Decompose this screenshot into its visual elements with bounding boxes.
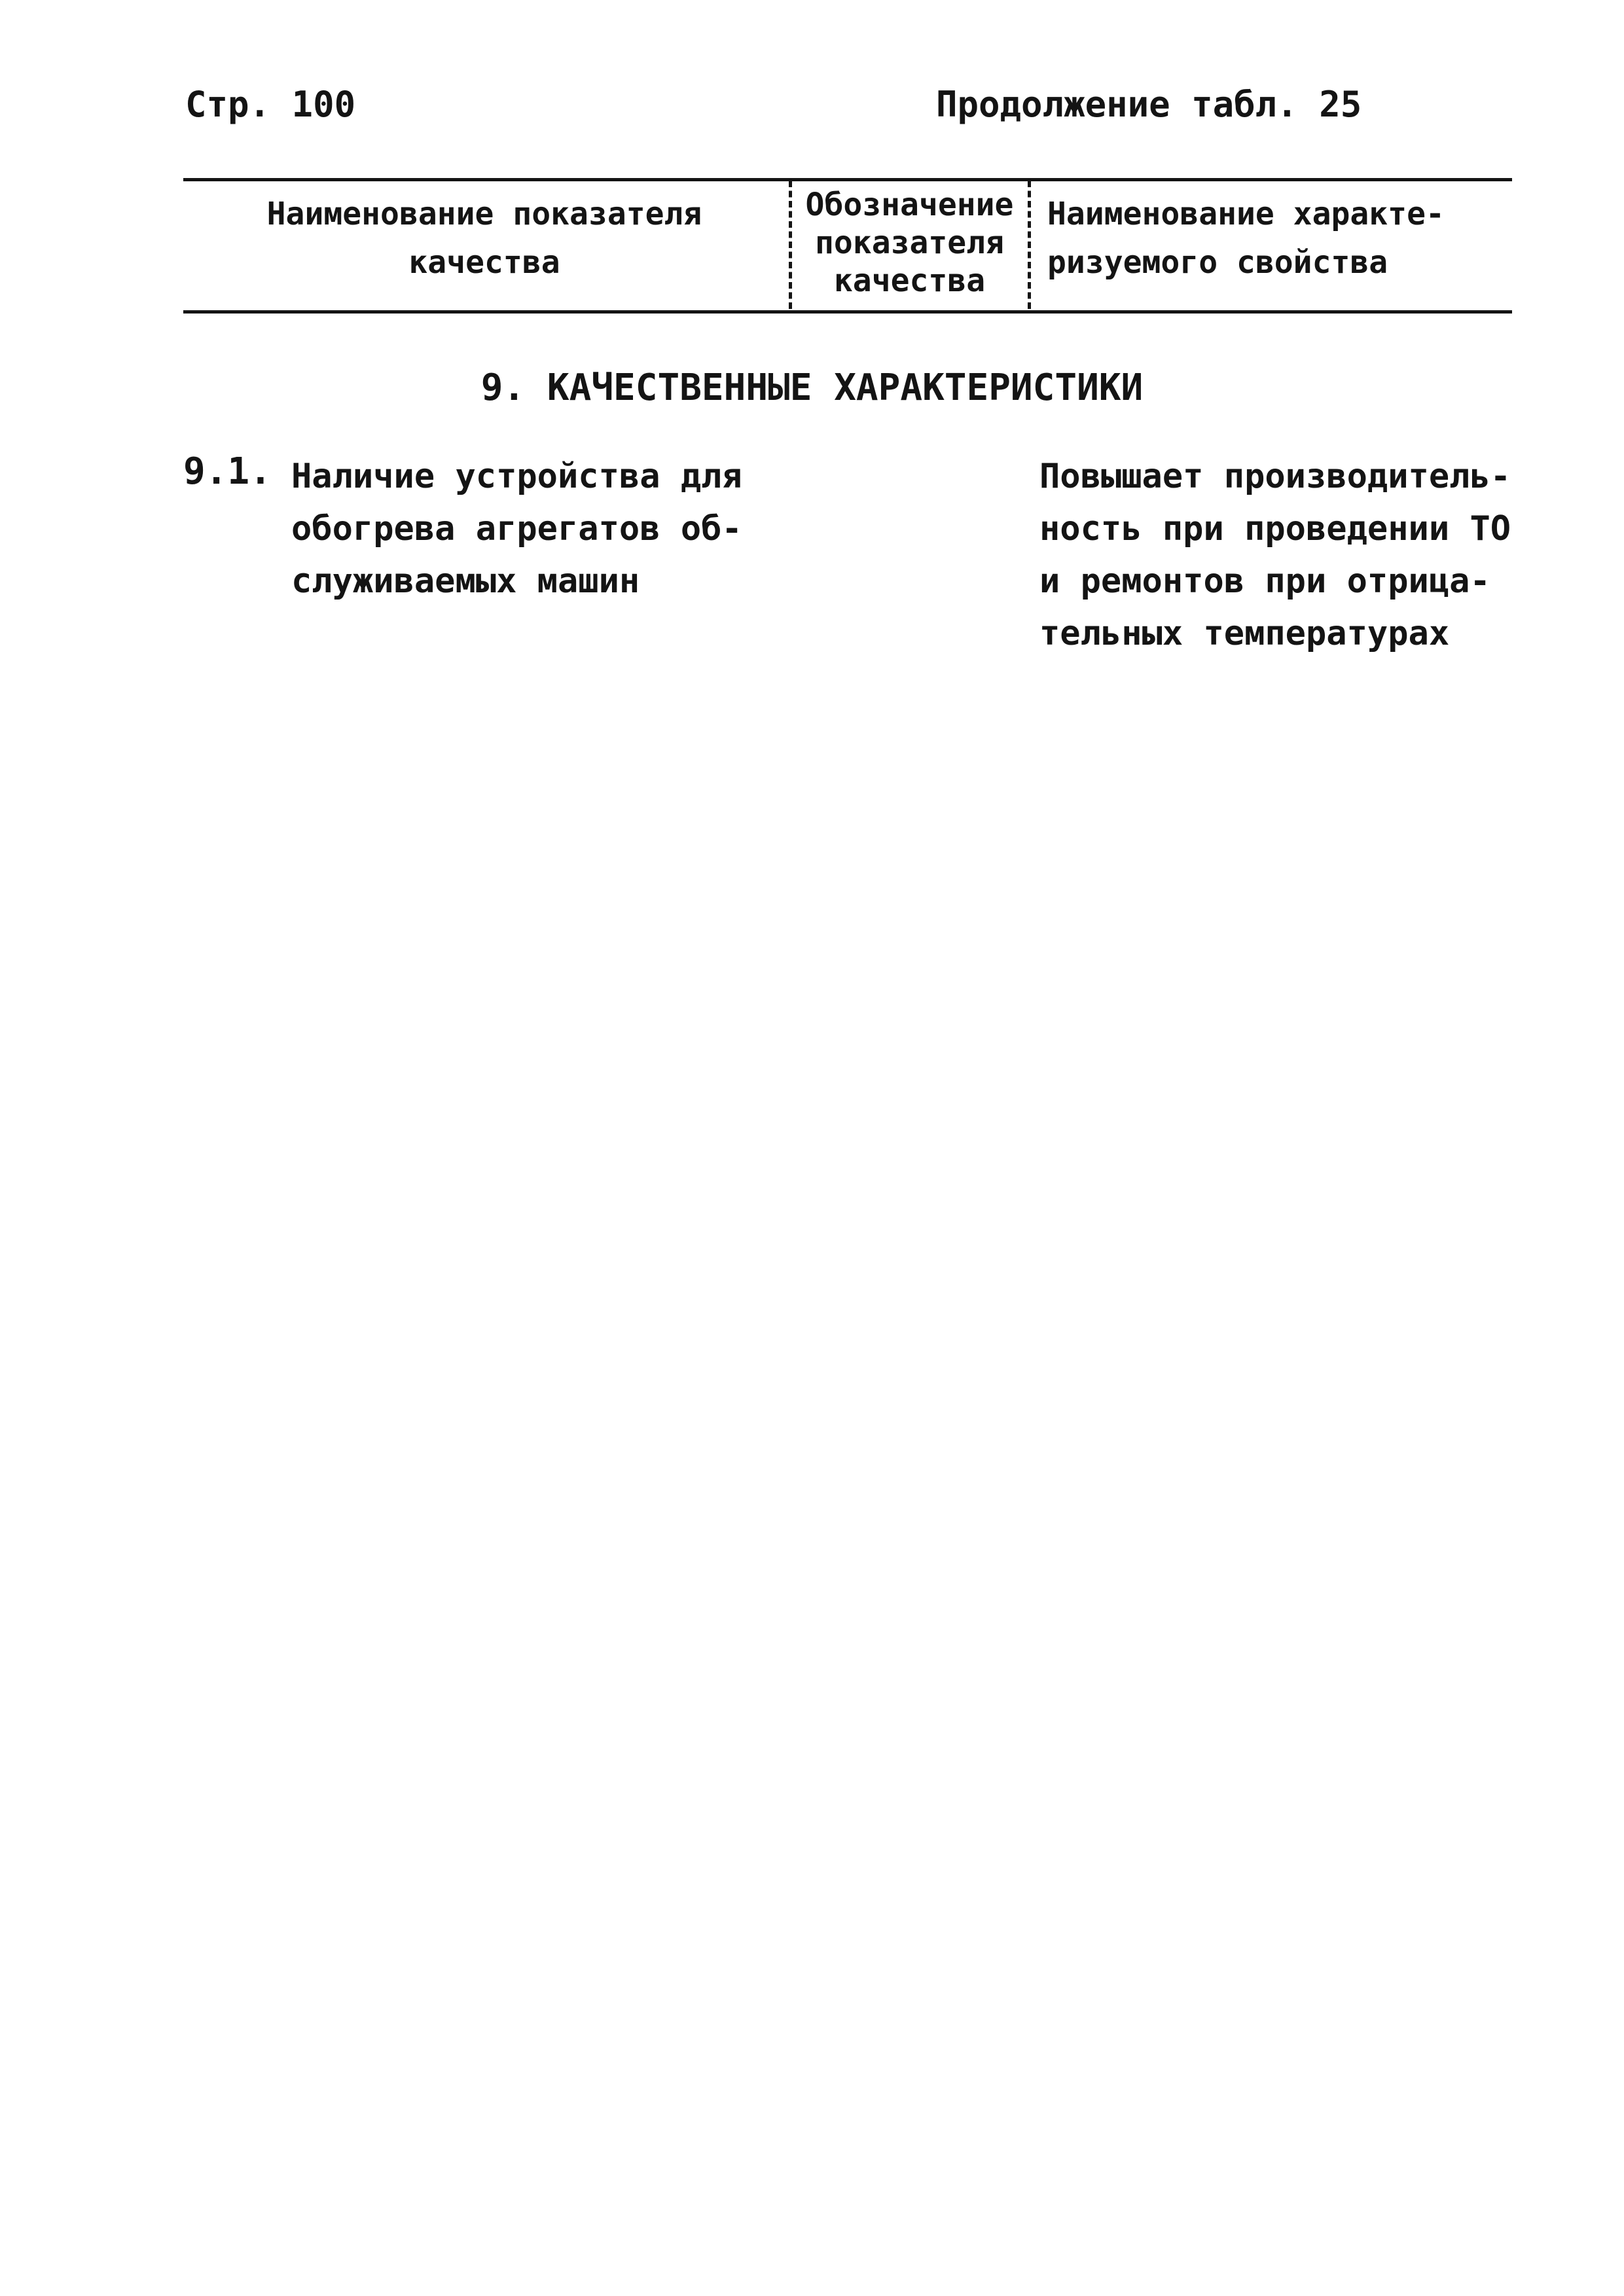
section-title: 9. КАЧЕСТВЕННЫЕ ХАРАКТЕРИСТИКИ (480, 367, 1144, 409)
table-header-top-rule (183, 178, 1512, 181)
column-header-property-name: Наименование характе- ризуемого свойства (1047, 196, 1445, 281)
table-header-bottom-rule (183, 310, 1512, 314)
item-property-description: Повышает производитель- ность при проведении ТО и ремонтов при отрица- тельных температурах (1039, 457, 1511, 653)
column-header-quality-indicator-name: Наименование показателя качества (266, 196, 702, 281)
column-header-indicator-designation: Обозначение показателя качества (805, 187, 1014, 299)
item-indicator-name: Наличие устройства для обогрева агрегатов об- служиваемых машин (291, 457, 742, 601)
column-divider (1028, 181, 1031, 309)
item-number: 9.1. (183, 450, 272, 493)
table-continuation-label: Продолжение табл. 25 (936, 84, 1362, 125)
column-divider (789, 181, 792, 309)
page-number: Стр. 100 (185, 84, 356, 125)
